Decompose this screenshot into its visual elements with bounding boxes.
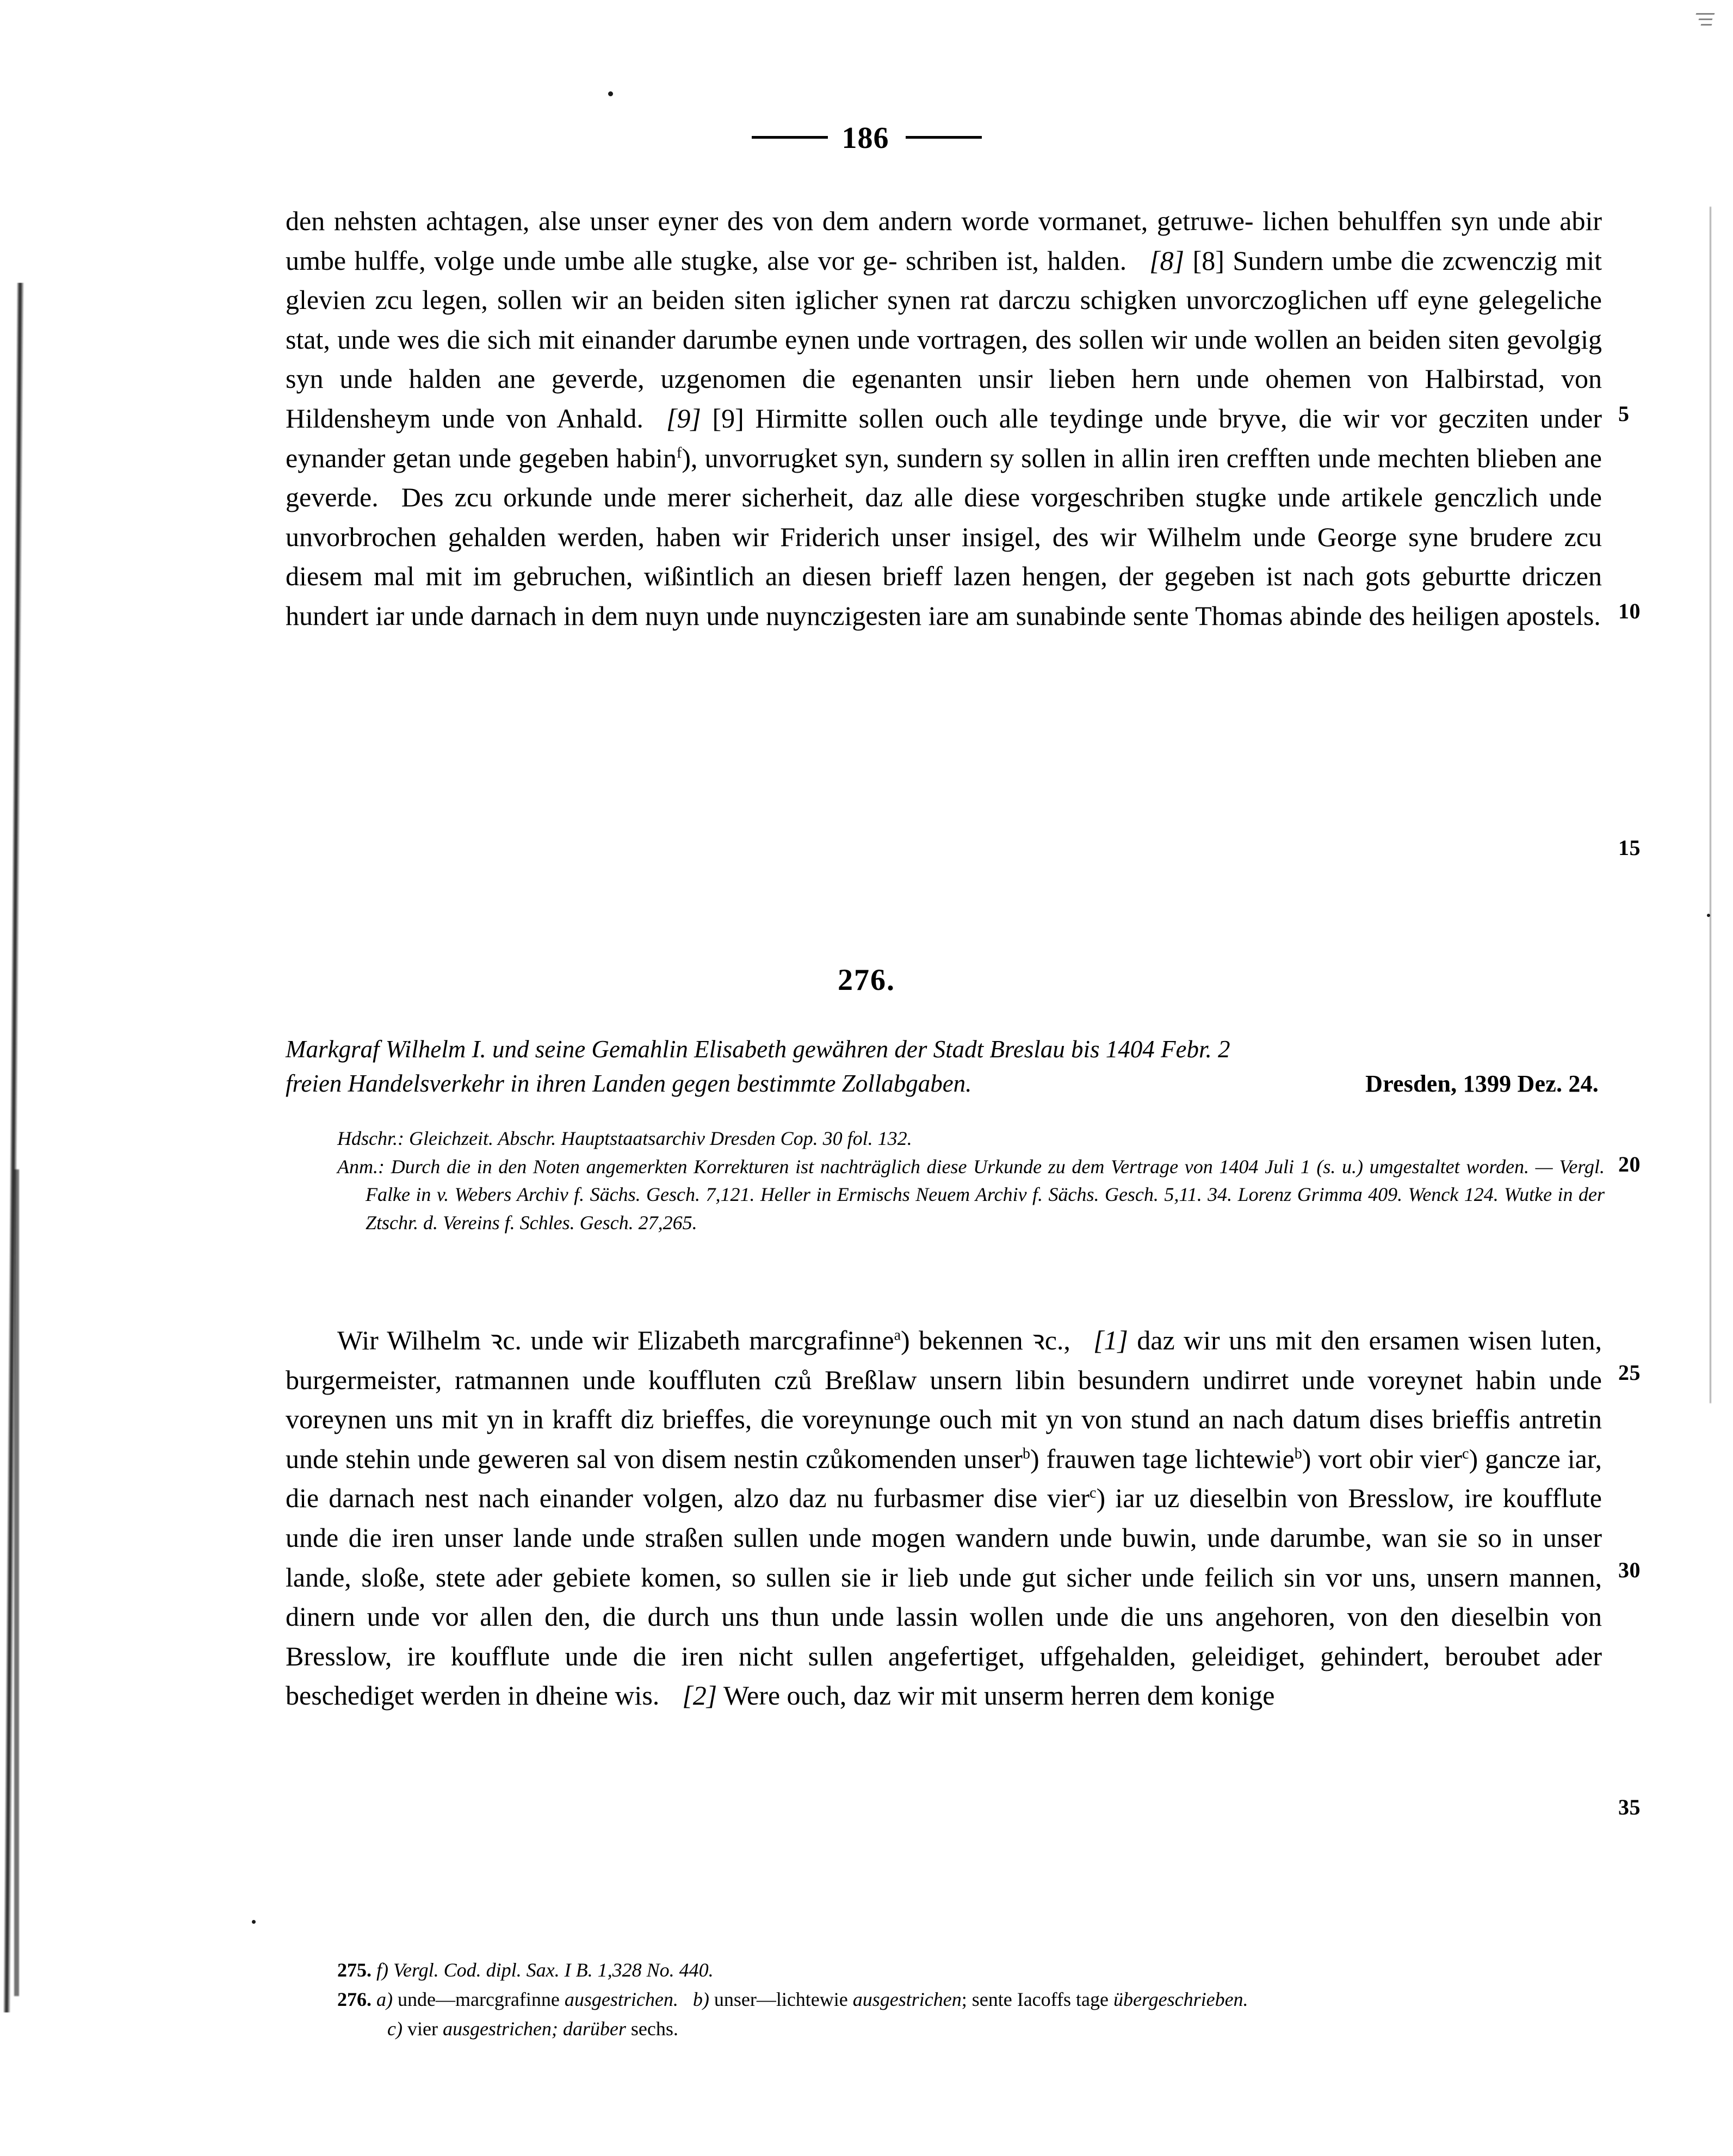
footnote-marker-a[interactable]: a) <box>376 1988 393 2010</box>
running-head-rule-right <box>906 136 982 139</box>
footnote-ref-a[interactable]: a <box>894 1327 901 1344</box>
footnote-marker-c[interactable]: c) <box>387 2018 403 2040</box>
regest-summary <box>286 1032 1602 1101</box>
footnote-doc-number: 276. <box>337 1988 372 2010</box>
paragraph-276 <box>286 1321 1602 1715</box>
dateline: Dresden, 1399 Dez. 24. <box>1365 1070 1599 1097</box>
line-number-10: 10 <box>1618 599 1641 623</box>
footnote-note-c: ausgestrichen; darüber <box>442 2018 626 2040</box>
footnote-ref-b2[interactable]: b <box>1294 1445 1302 1463</box>
line-number-5: 5 <box>1618 401 1630 426</box>
regest-line-2-row <box>286 1067 1602 1101</box>
text-run-part5: ) iar uz dieselbin von Bresslow, ire koufflute unde die iren unser lande unde straßen sullen unde mogen wandern unde buwin, unde darumbe, wan sie so in unser lande, sloße, stete ader gebiete komen, so sullen sie ir lieb unde gut sicher unde feilich sin vor uns, unsern mannen, dinern unde vor allen den, die durch uns thun unde lassin wollen unde die uns angehoren, von den dieselbin von Bresslow, ire koufflute unde die iren nicht sullen angefertiget, uffgehalden, geleidiget, gehindert, beroubet ader beschediget werden in dheine wis. <box>286 1483 1602 1711</box>
text-run-part4: ) gancze iar, die darnach nest nach einander volgen, alzo daz nu furbasmer dise vier <box>286 1443 1602 1514</box>
footnote-marker-b[interactable]: b) <box>692 1988 709 2010</box>
document-275-continuation <box>286 201 1602 636</box>
text-run-d: [8] Sundern umbe die zcwenczig mit glevien zcu legen, sollen wir an beiden siten iglicher synen rat darczu schigken unvorczoglichen uff eyne gelegeliche stat, unde wes die sich mit einander darumbe eynen unde vortragen, des sollen wir unde wollen an beiden siten gevolgig syn unde halden ane geverde, uzgenomen die egenanten unsir lieben hern unde ohemen von Halbirstad, von Hildensheym unde von Anhald. <box>286 245 1602 433</box>
scan-corner-marks <box>1696 13 1715 78</box>
line-number-15: 15 <box>1618 835 1641 860</box>
scan-binding-shadow <box>3 283 24 2012</box>
section-marker-2: [2] <box>682 1680 717 1711</box>
footnote-note-c2: sechs. <box>630 2018 678 2040</box>
document-number-heading: 276. <box>838 963 895 997</box>
line-number-35: 35 <box>1618 1795 1641 1819</box>
scan-speck <box>608 91 613 96</box>
text-run-b: lichen behulffen syn unde abir umbe hulffe, volge unde umbe alle stugke, alse vor ge- <box>286 206 1602 276</box>
footnote-lemma-a: unde—marcgrafinne <box>398 1988 560 2010</box>
footnote-lemma-c: vier <box>407 2018 438 2040</box>
line-number-20: 20 <box>1618 1152 1641 1176</box>
text-run-part3: ) vort obir vier <box>1302 1443 1463 1474</box>
section-marker-9: [9] <box>666 402 701 433</box>
scan-speck <box>252 1920 256 1924</box>
page-number: 186 <box>841 121 889 155</box>
footnote-lemma-b2: ; sente Iacoffs tage <box>961 1988 1109 2010</box>
line-number-30: 30 <box>1618 1558 1641 1582</box>
footnote-marker-f[interactable]: f) <box>376 1959 388 1981</box>
running-head-rule-left <box>752 136 828 139</box>
footnote-note-b2: übergeschrieben. <box>1113 1988 1248 2010</box>
footnote-doc-number: 275. <box>337 1959 372 1981</box>
apparatus-anmerkung: Anm.: Durch die in den Noten angemerkten Korrekturen ist nachträglich diese Urkunde zu dem Vertrage von 1404 Juli 1 (s. u.) umgestaltet worden. — Vergl. Falke in v. Webers Archiv f. Sächs. Gesch. 7,121. Heller in Ermischs Neuem Archiv f. Sächs. Gesch. 5,11. 34. Lorenz Grimma 409. Wenck 124. Wutke in der Ztschr. d. Vereins f. Schles. Gesch. 27,265. <box>337 1155 1605 1234</box>
text-run-g: Des zcu orkunde unde merer sicherheit, daz alle diese vorgeschriben stugke unde artikele genczlich unde unvorbrochen gehalden werden, haben wir Friderich unser insigel, des wir Wilhelm unde George syne brudere zcu diesem mal mit im gebruchen, wißintlich an diesen brieff lazen hengen, der gegeben ist nach gots geburtte driczen hundert iar unde darnach in dem nuyn unde nuynczigesten iare am sunabinde sente Thomas abinde des heiligen apostels. <box>286 482 1602 631</box>
footnote-note-a: ausgestrichen. <box>564 1988 678 2010</box>
critical-apparatus <box>337 1125 1605 1237</box>
footnote-275-f <box>337 1956 1616 1984</box>
apparatus-handschrift: Hdschr.: Gleichzeit. Abschr. Hauptstaatsarchiv Dresden Cop. 30 fol. 132. <box>337 1127 912 1149</box>
text-run-after-a: ) bekennen ꝛc., <box>901 1325 1070 1355</box>
footnote-text-f: Vergl. Cod. dipl. Sax. I B. 1,328 No. 440. <box>393 1959 714 1981</box>
scan-right-edge-line <box>1710 207 1711 1403</box>
text-run-part2: ) frauwen tage lichtewie <box>1030 1443 1295 1474</box>
section-marker-8: [8] <box>1149 245 1185 276</box>
footnote-ref-c2[interactable]: c <box>1090 1484 1097 1502</box>
footnote-ref-f[interactable]: f <box>676 444 682 461</box>
footnote-lemma-b: unser—lichtewie <box>714 1988 848 2010</box>
text-run-c: schriben ist, halden. <box>906 245 1127 276</box>
text-run-f: ), unvorrugket syn, sundern sy sollen in allin iren crefften unde mechten blieben ane geverde. <box>286 442 1602 513</box>
footnote-block <box>337 1956 1616 2044</box>
footnote-276-c <box>337 2015 1616 2043</box>
text-run-part1: daz wir uns mit den ersamen wisen luten, burgermeister, ratmannen unde kouffluten czů Breßlaw unsern libin besundern undirret unde voreynet habin unde voreynen uns mit yn in krafft diz brieffes, die voreynunge ouch mit yn von stund an nach datum dises brieffis antretin unde stehin unde geweren sal von disem nestin czůkomenden unser <box>286 1325 1602 1474</box>
line-number-25: 25 <box>1618 1360 1641 1385</box>
footnote-ref-b1[interactable]: b <box>1022 1445 1030 1463</box>
document-276-text <box>286 1321 1602 1715</box>
running-head <box>0 121 1733 156</box>
footnote-note-b: ausgestrichen <box>852 1988 962 2010</box>
regest-line-1: Markgraf Wilhelm I. und seine Gemahlin Elisabeth gewähren der Stadt Breslau bis 1404 Febr. 2 <box>286 1036 1230 1063</box>
text-run-opening: Wir Wilhelm ꝛc. unde wir Elizabeth marcgrafinne <box>337 1325 894 1355</box>
regest-line-2: freien Handelsverkehr in ihren Landen gegen bestimmte Zollabgaben. <box>286 1070 972 1097</box>
footnote-ref-c1[interactable]: c <box>1462 1445 1469 1463</box>
scan-speck <box>1707 914 1710 917</box>
text-run-e: [9] Hirmitte sollen ouch alle teydinge unde bryve, die wir vor gecziten under eynander getan unde gegeben habin <box>286 402 1602 473</box>
text-run-part6: Were ouch, daz wir mit unserm herren dem konige <box>723 1680 1275 1711</box>
paragraph-275 <box>286 201 1602 636</box>
text-run-a: den nehsten achtagen, alse unser eyner des von dem andern worde vormanet, getruwe- <box>286 206 1254 236</box>
footnote-276-abc <box>337 1985 1616 2013</box>
scan-binding-shadow-lower <box>14 1169 19 1996</box>
section-marker-1: [1] <box>1093 1325 1128 1355</box>
